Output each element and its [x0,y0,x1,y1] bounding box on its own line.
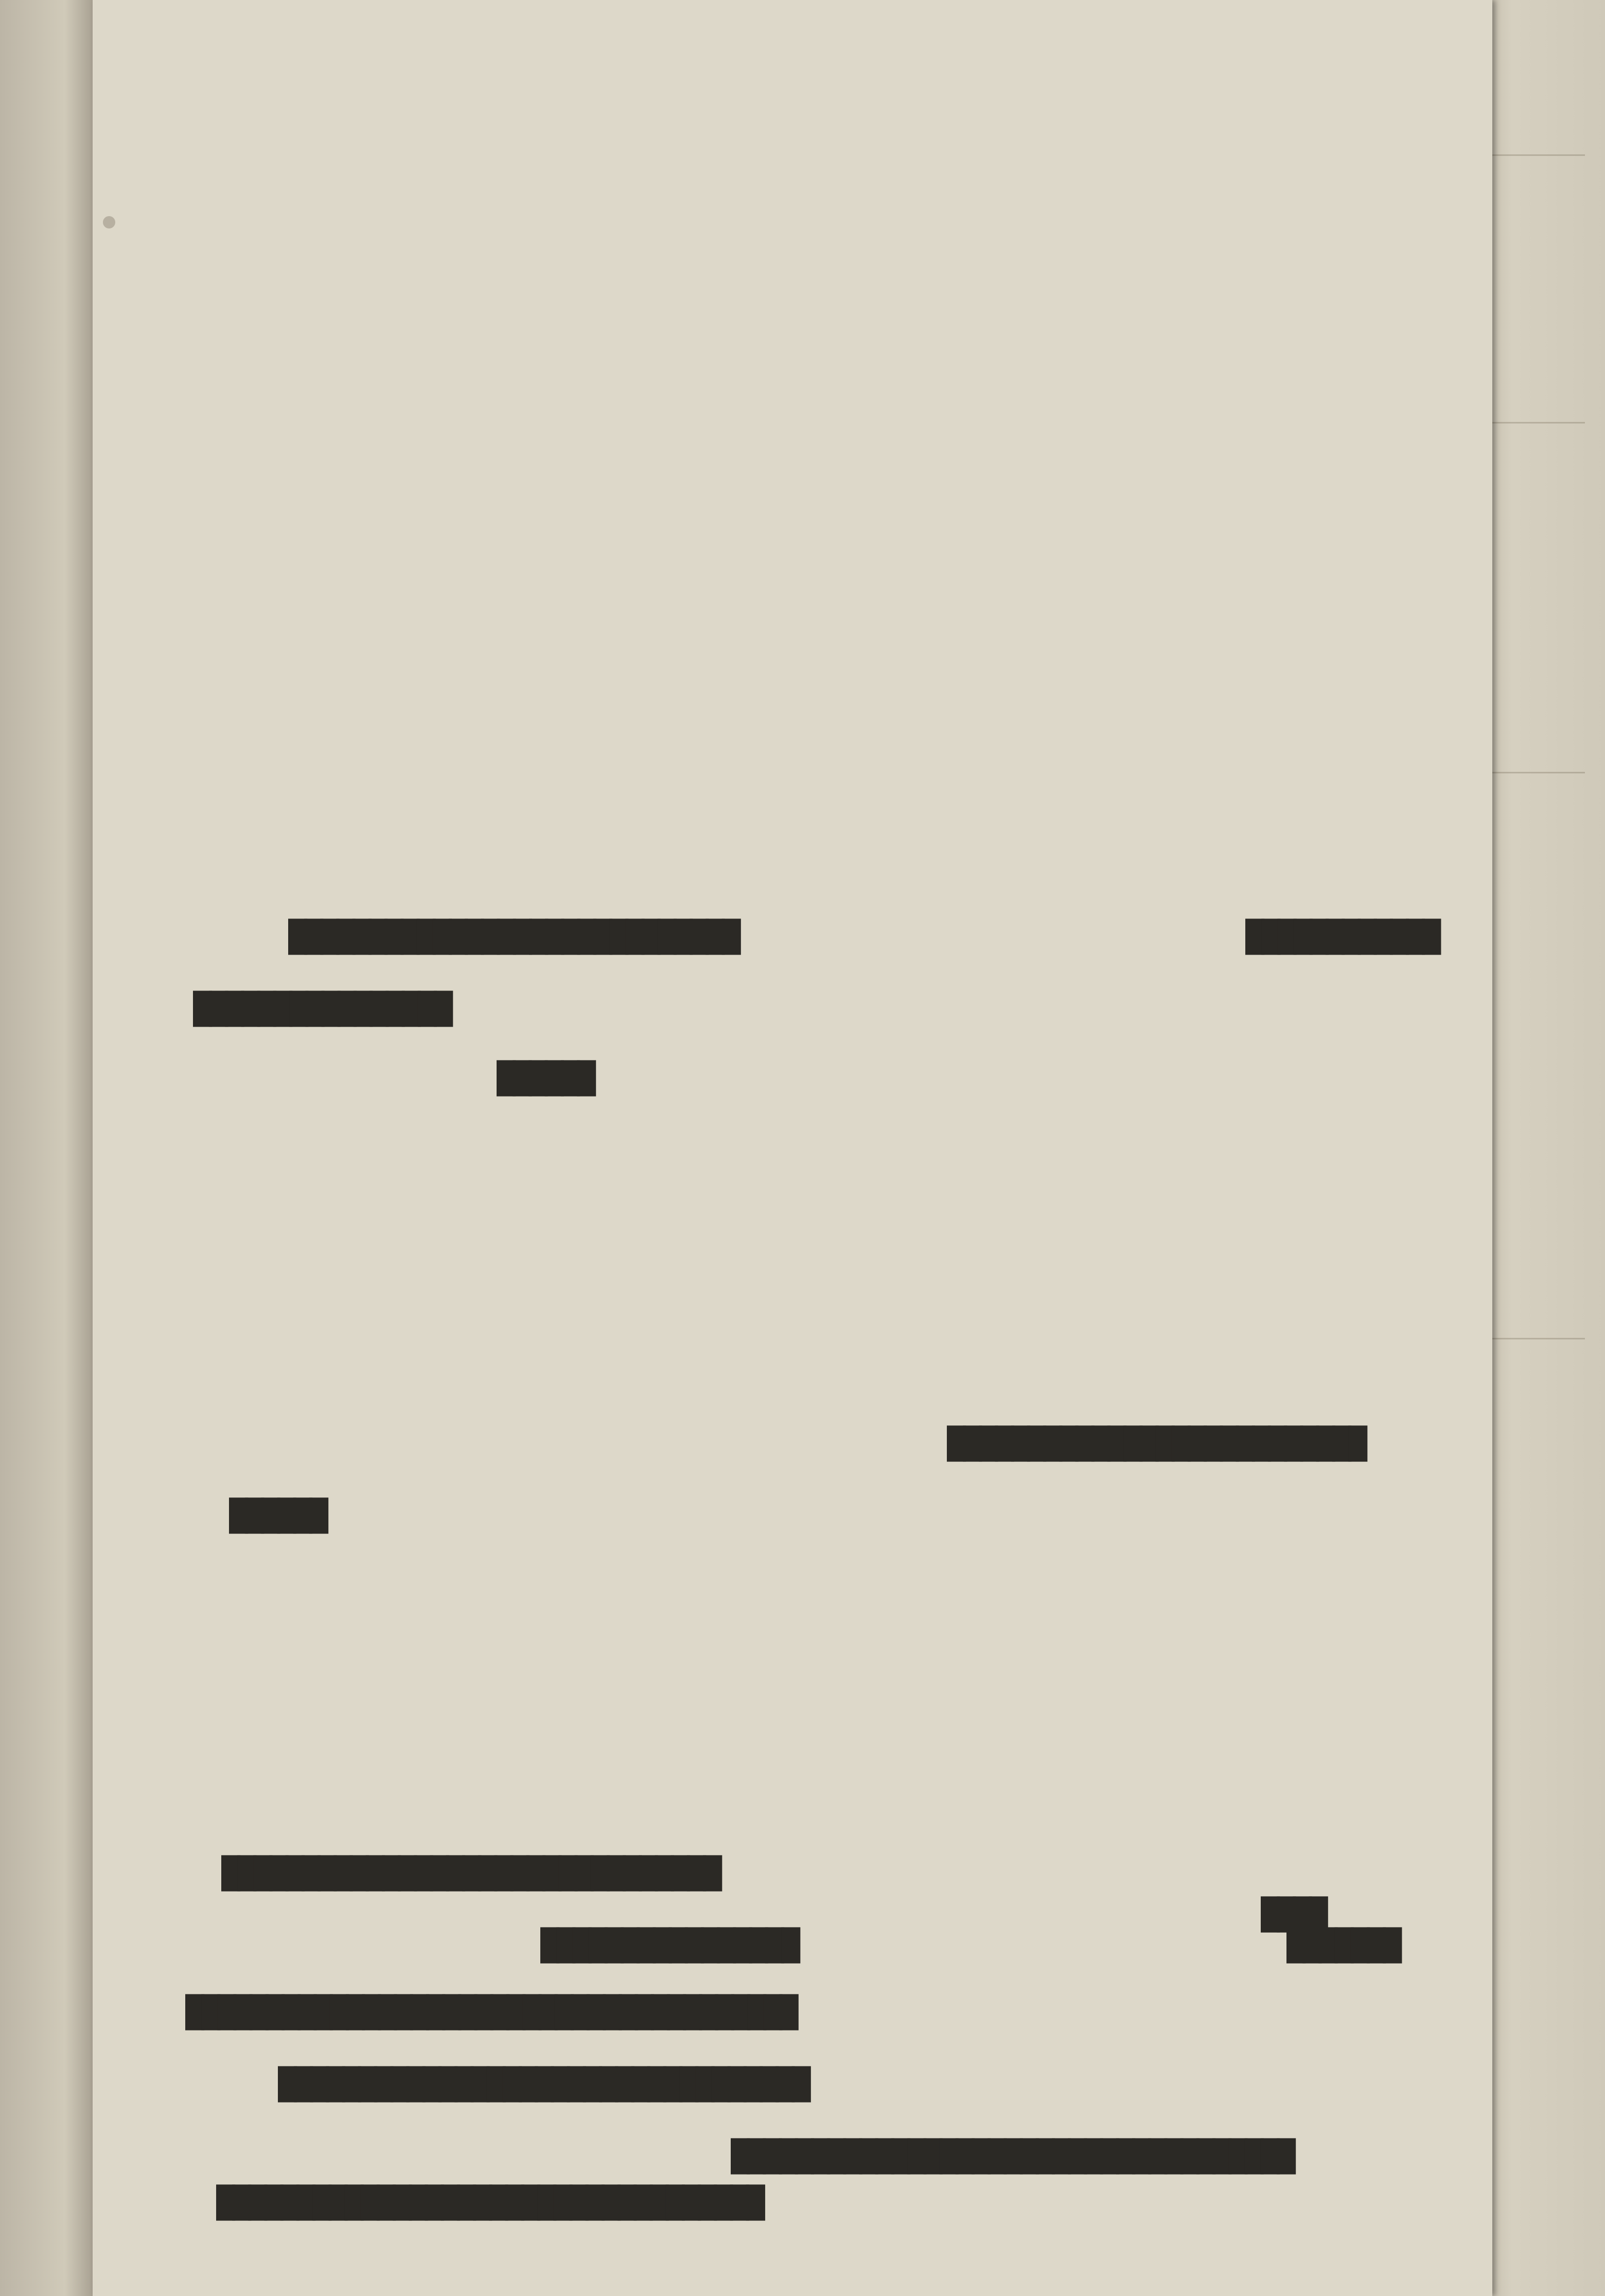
struck-out-text: ██████████████████████████ [947,1425,1365,1462]
underlying-text-line [1482,422,1585,423]
struck-out-text: ██████ [229,1497,326,1534]
struck-out-text: ██████ [497,1060,593,1097]
struck-out-text: ███████ [1286,1927,1399,1964]
struck-out-text: ████████████████████████████ [288,919,738,955]
struck-out-text: ██████████████████████████████████ [216,2184,763,2221]
binding-hole [103,216,115,228]
struck-out-text: ████████████████ [193,991,450,1027]
struck-out-text: ████████████████ [540,1927,798,1964]
underlying-text-line [1482,772,1585,773]
struck-out-text: ███████████████████████████████ [221,1855,719,1892]
underlying-text-line [1482,154,1585,156]
left-binding-edge [0,0,93,2296]
struck-out-text: █████████████████████████████████ [278,2066,808,2103]
underlying-text-line [1482,1338,1585,1339]
struck-out-text: ████ [1261,1896,1325,1933]
struck-out-text: ████████████ [1245,919,1438,955]
struck-out-text: ██████████████████████████████████████ [185,1994,796,2030]
struck-out-text: ███████████████████████████████████ [731,2138,1293,2175]
